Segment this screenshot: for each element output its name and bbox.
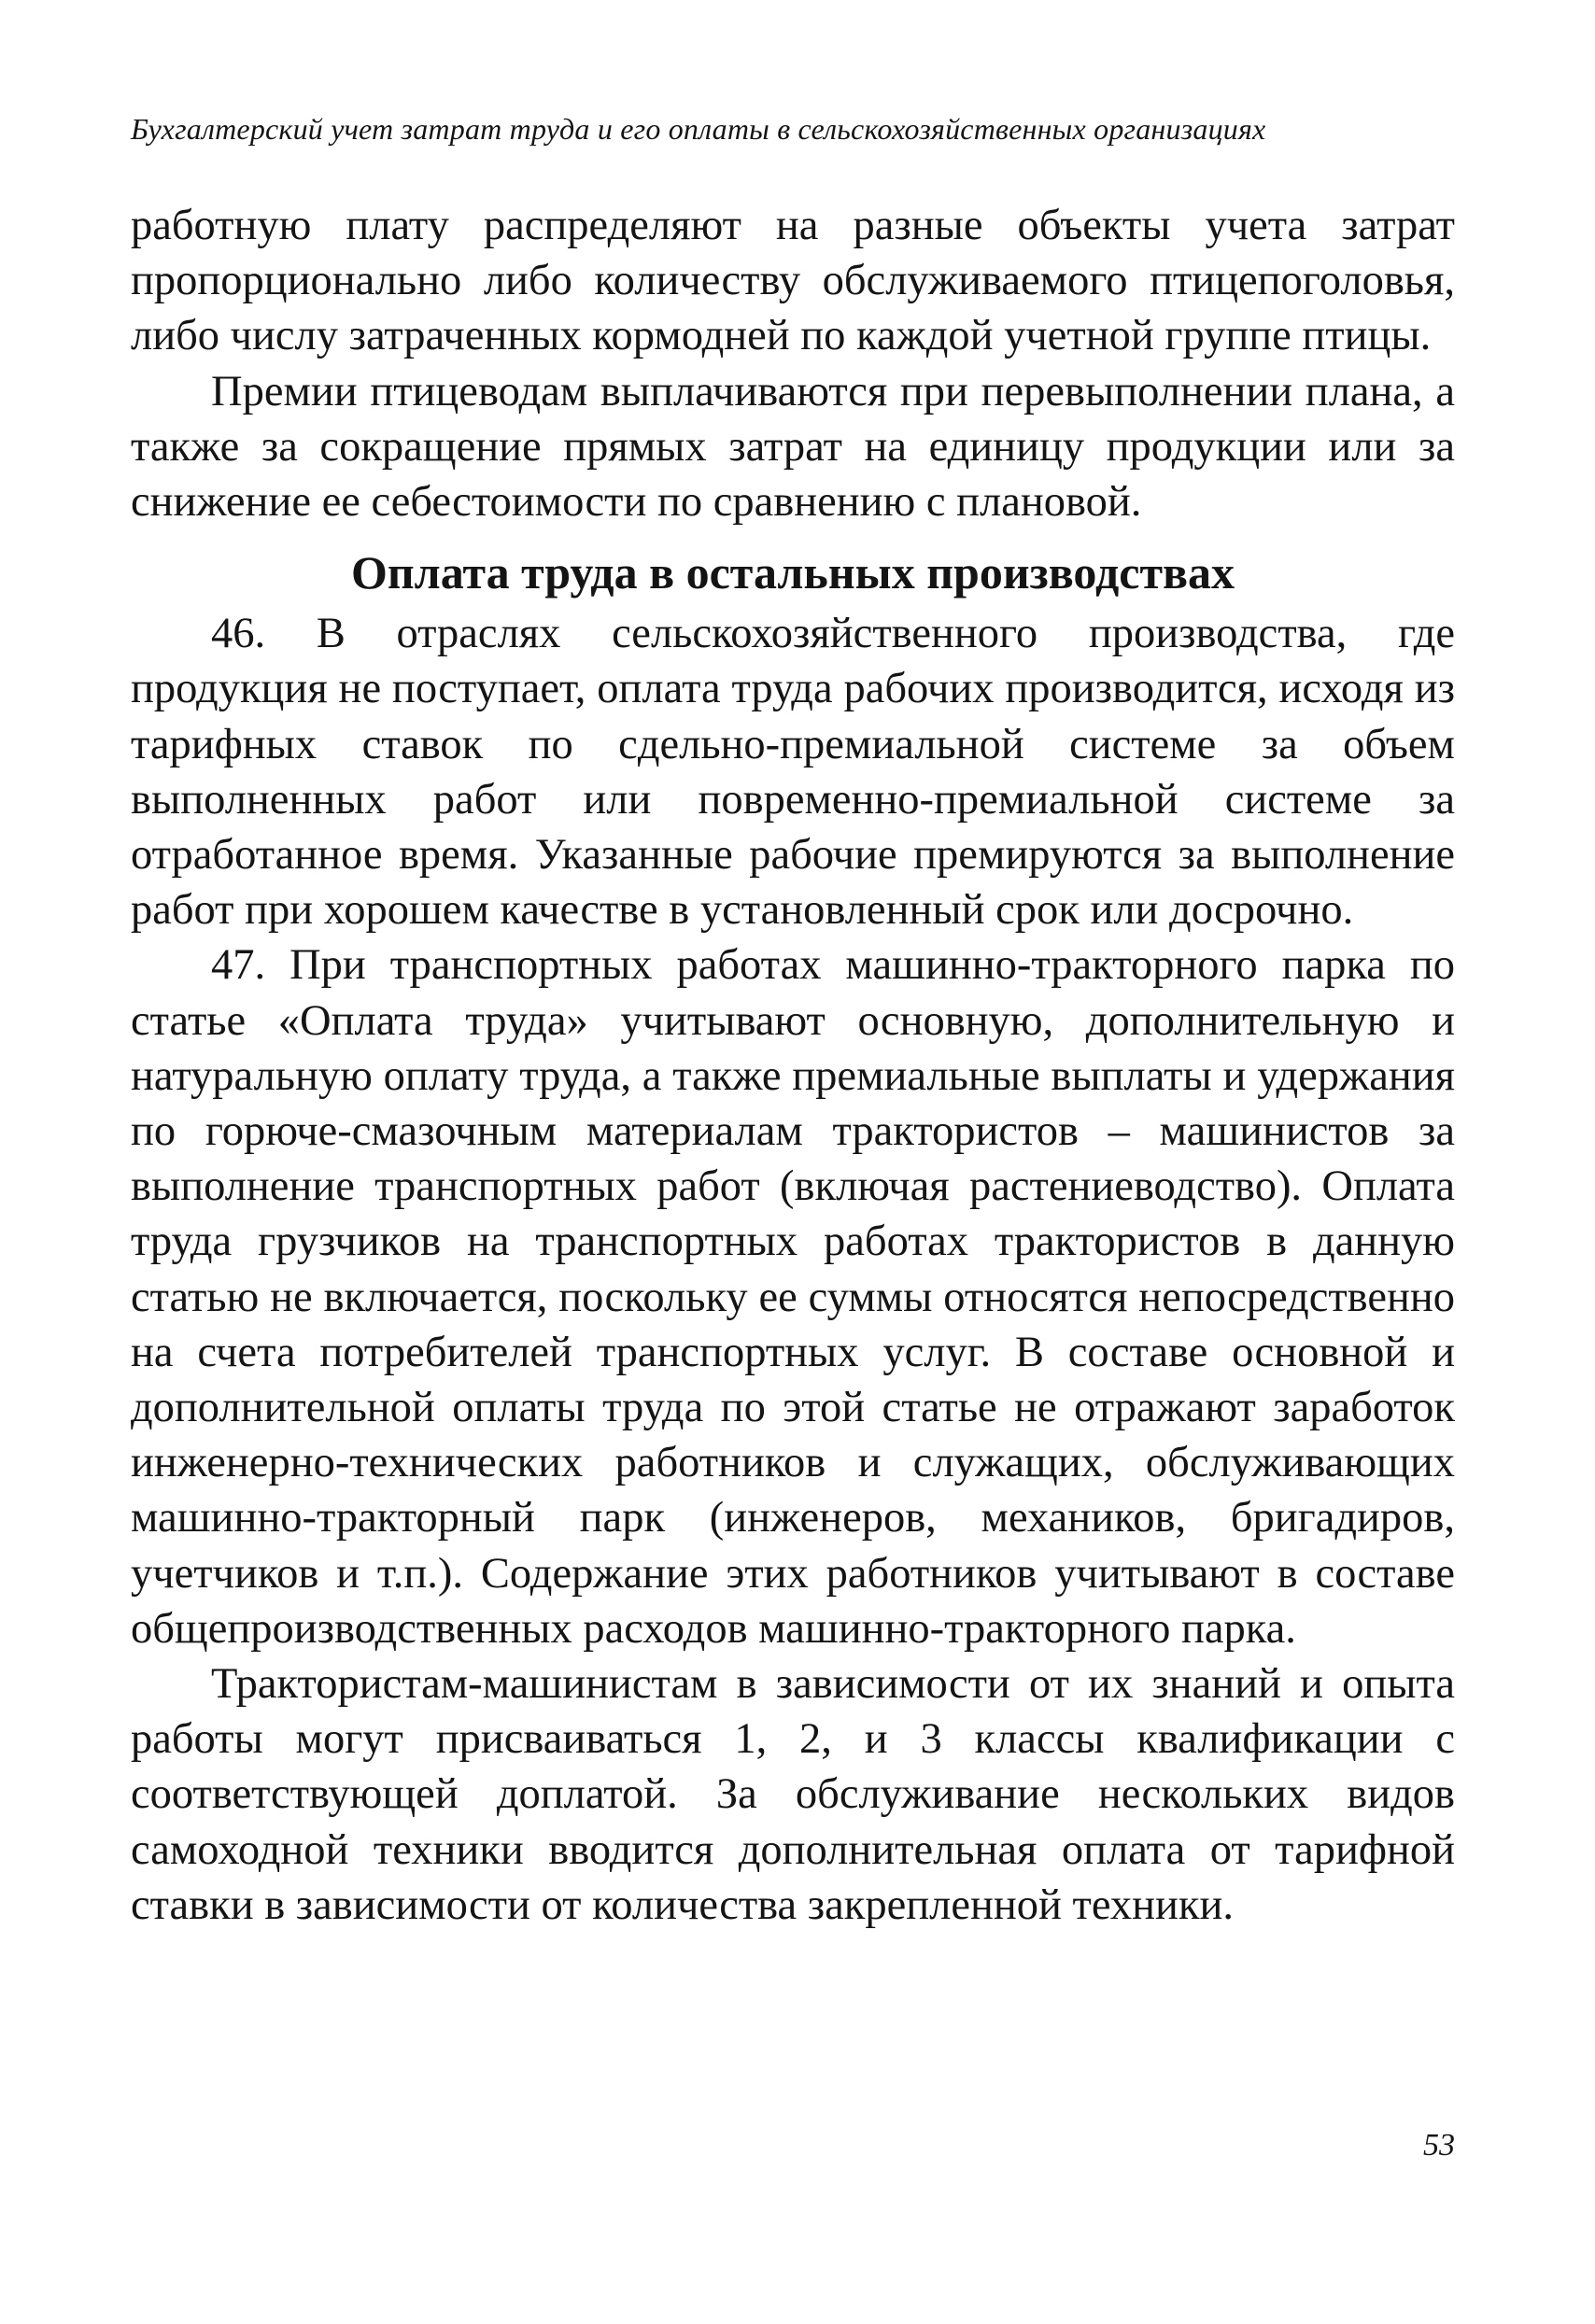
paragraph-qualification: Трактористам-машинистам в зависимости от их знаний и опыта работы могут присваиваться 1, 2, и 3 классы квалификации с соответствующей доплатой. За обслуживание нескольких видов самоходной техники вводится дополнительная оплата от тарифной ставки в зависимости от количества закрепленной техники. [131,1660,1455,1929]
paragraph-46: 46. В отраслях сельскохозяйственного производства, где продукция не поступает, оплата труда рабочих производится, исходя из тарифных ставок по сдельно-премиальной системе за объем выполненных работ или повременно-премиальной системе за отработанное время. Указанные рабочие премируются за выполнение работ при хорошем качестве в установленный срок или досрочно. [131,610,1455,935]
body-text [131,198,1455,1933]
page-number: 53 [1423,2128,1455,2162]
section-heading: Оплата труда в остальных производствах [350,546,1235,599]
paragraph-bonuses: Премии птицеводам выплачиваются при перевыполнении плана, а также за сокращение прямых затрат на единицу продукции или за снижение ее себестоимости по сравнению с плановой. [131,367,1455,527]
running-header: Бухгалтерский учет затрат труда и его оплаты в сельскохозяйственных организациях [131,112,1266,146]
paragraph-continued: работную плату распределяют на разные объекты учета затрат пропорционально либо количеству обслуживаемого птицепоголовья, либо числу затраченных кормодней по каждой учетной группе птицы. [131,202,1455,360]
paragraph-47: 47. При транспортных работах машинно-тракторного парка по статье «Оплата труда» учитывают основную, дополнительную и натуральную оплату труда, а также премиальные выплаты и удержания по горюче-смазочным материалам трактористов – машинистов за выполнение транспортных работ (включая растениеводство). Оплата труда грузчиков на транспортных работах трактористов в данную статью не включается, поскольку ее суммы относятся непосредственно на счета потребителей транспортных услуг. В составе основной и дополнительной оплаты труда по этой статье не отражают заработок инженерно-технических работников и служащих, обслуживающих машинно-тракторный парк (инженеров, механиков, бригадиров, учетчиков и т.п.). Содержание этих работников учитывают в составе общепроизводственных расходов машинно-тракторного парка. [131,941,1455,1653]
